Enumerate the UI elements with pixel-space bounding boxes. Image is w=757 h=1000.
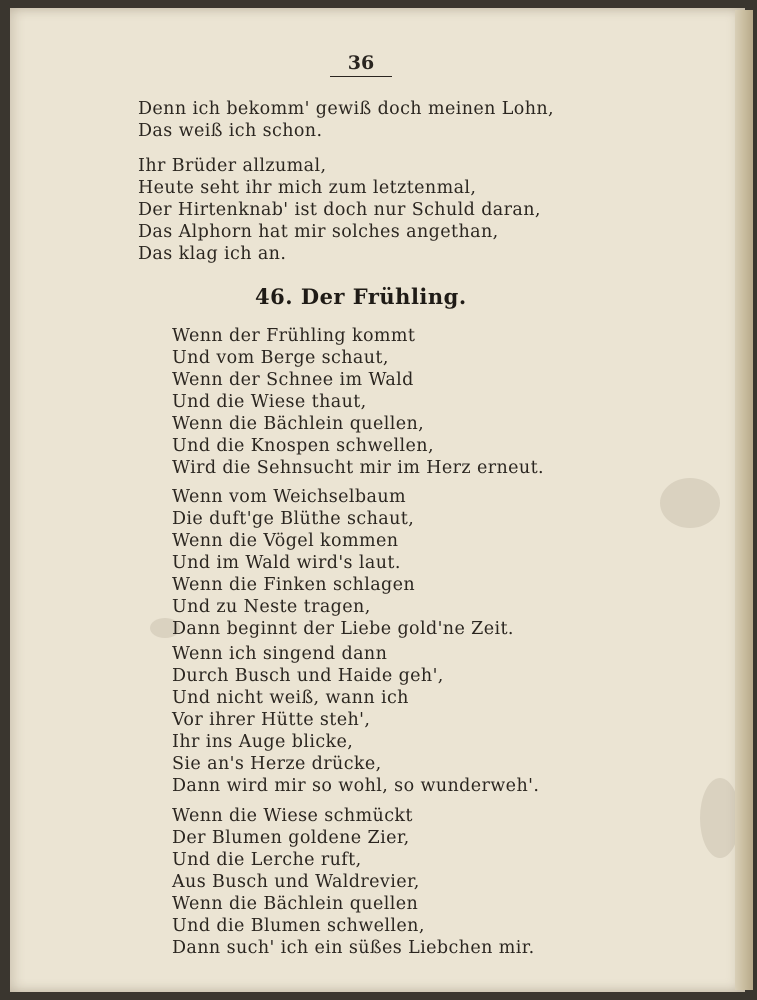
verse-line: Wenn der Frühling kommt [172, 326, 416, 346]
verse-line: Und die Lerche ruft, [172, 850, 362, 870]
verse-line: Der Hirtenknab' ist doch nur Schuld daran, [138, 200, 541, 220]
verse-line: Und die Blumen schwellen, [172, 916, 425, 936]
verse-line: Wenn die Finken schlagen [172, 575, 416, 595]
verse-line: Und im Wald wird's laut. [172, 553, 401, 573]
verse-line: Denn ich bekomm' gewiß doch meinen Lohn, [138, 99, 555, 119]
verse-line: Aus Busch und Waldrevier, [172, 872, 420, 892]
verse-line: Wenn ich singend dann [172, 644, 388, 664]
verse-line: Das Alphorn hat mir solches angethan, [138, 222, 499, 242]
verse-line: Wird die Sehnsucht mir im Herz erneut. [172, 458, 544, 478]
verse-line: Das klag ich an. [138, 244, 287, 264]
verse-line: Und nicht weiß, wann ich [172, 688, 409, 708]
verse-line: Ihr Brüder allzumal, [138, 156, 327, 176]
paper-stain [660, 478, 720, 528]
verse-line: Dann beginnt der Liebe gold'ne Zeit. [172, 619, 514, 639]
verse-line: Wenn die Bächlein quellen [172, 894, 419, 914]
song-heading [255, 284, 467, 309]
verse-line: Und die Knospen schwellen, [172, 436, 434, 456]
verse-line: Das weiß ich schon. [138, 121, 323, 141]
verse-line: Ihr ins Auge blicke, [172, 732, 354, 752]
song-title: Der Frühling. [300, 284, 467, 309]
next-page-edge [735, 10, 753, 990]
song-number: 46. [255, 284, 294, 309]
verse-line: Der Blumen goldene Zier, [172, 828, 410, 848]
verse-line: Die duft'ge Blüthe schaut, [172, 509, 415, 529]
verse-line: Wenn die Wiese schmückt [172, 806, 413, 826]
verse-line: Und vom Berge schaut, [172, 348, 389, 368]
verse-line: Heute seht ihr mich zum letztenmal, [138, 178, 477, 198]
verse-line: Wenn die Bächlein quellen, [172, 414, 425, 434]
verse-line: Vor ihrer Hütte steh', [172, 710, 371, 730]
verse-line: Wenn vom Weichselbaum [172, 487, 407, 507]
verse-line: Dann wird mir so wohl, so wunderweh'. [172, 776, 540, 796]
verse-line: Wenn der Schnee im Wald [172, 370, 414, 390]
verse-line: Und zu Neste tragen, [172, 597, 371, 617]
verse-line: Und die Wiese thaut, [172, 392, 367, 412]
verse-line: Durch Busch und Haide geh', [172, 666, 444, 686]
verse-line: Dann such' ich ein süßes Liebchen mir. [172, 938, 535, 958]
verse-line: Sie an's Herze drücke, [172, 754, 382, 774]
page-number: 36 [330, 52, 392, 77]
paper-stain [700, 778, 740, 858]
verse-line: Wenn die Vögel kommen [172, 531, 399, 551]
